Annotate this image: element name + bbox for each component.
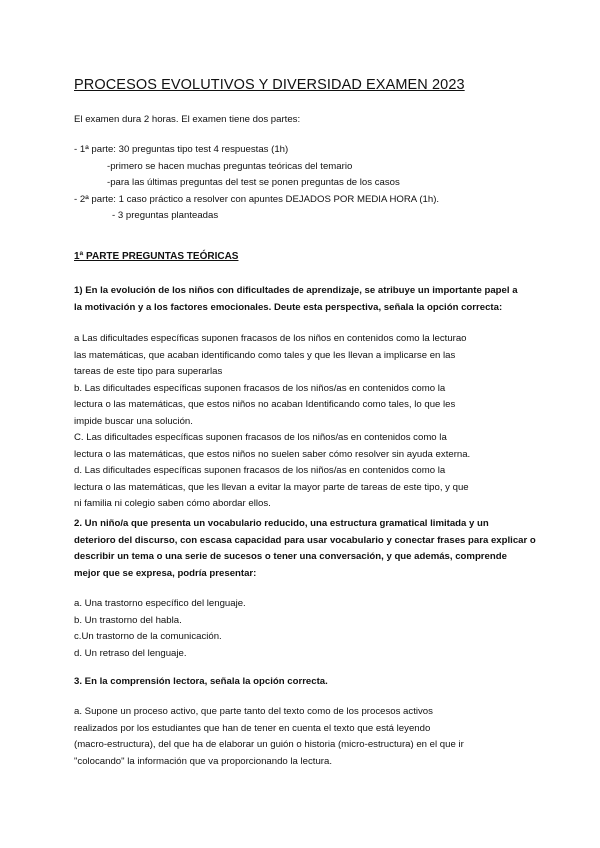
part2-line: - 2ª parte: 1 caso práctico a resolver con apuntes DEJADOS POR MEDIA HORA (1h).	[74, 193, 440, 205]
exam-intro: El examen dura 2 horas. El examen tiene dos partes:	[74, 114, 301, 125]
option-line: d. Un retraso del lenguaje.	[74, 647, 187, 659]
question-3-options	[74, 704, 464, 770]
option-line: lectura o las matemáticas, que estos niños no suelen saber cómo resolver sin ayuda externa.	[74, 448, 471, 460]
question-stem-line: la motivación y a los factores emocionales. Deute esta perspectiva, señala la opción correcta:	[74, 301, 503, 313]
option-line: d. Las dificultades específicas suponen fracasos de los niños/as en contenidos como la	[74, 465, 446, 476]
question-stem-line: 2. Un niño/a que presenta un vocabulario reducido, una estructura gramatical limitada y un	[74, 518, 489, 529]
option-line: a. Una trastorno específico del lenguaje.	[74, 598, 246, 609]
part1-subitem: -primero se hacen muchas preguntas teóricas del temario	[107, 160, 353, 172]
part2-subitem: - 3 preguntas planteadas	[112, 210, 219, 221]
option-line: a Las dificultades específicas suponen fracasos de los niños en contenidos como la lecturao	[74, 333, 467, 344]
option-line: ni familia ni colegio saben cómo abordar ellos.	[74, 498, 271, 509]
page-title: PROCESOS EVOLUTIVOS Y DIVERSIDAD EXAMEN 2023	[74, 77, 465, 93]
option-line: impide buscar una solución.	[74, 415, 193, 427]
part1-subitem: -para las últimas preguntas del test se ponen preguntas de los casos	[107, 177, 400, 188]
question-stem-line: deterioro del discurso, con escasa capacidad para usar vocabulario y conectar frases para explicar o	[74, 534, 536, 546]
question-1-options	[74, 331, 470, 513]
question-stem-line: 3. En la comprensión lectora, señala la opción correcta.	[74, 676, 328, 687]
question-stem-line: describir un tema o una serie de sucesos o tener una conversación, y que además, comprende	[74, 551, 507, 562]
section-heading: 1ª PARTE PREGUNTAS TEÓRICAS	[74, 251, 239, 262]
option-line: b. Las dificultades específicas suponen fracasos de los niños/as en contenidos como la	[74, 382, 446, 394]
option-line: C. Las dificultades específicas suponen fracasos de los niños/as en contenidos como la	[74, 432, 447, 443]
question-1-stem	[74, 283, 518, 316]
exam-structure	[74, 142, 439, 225]
part1-line: - 1ª parte: 30 preguntas tipo test 4 respuestas (1h)	[74, 144, 289, 155]
question-stem-line: mejor que se expresa, podría presentar:	[74, 567, 257, 579]
option-line: lectura o las matemáticas, que estos niños no acaban Identificando como tales, lo que les	[74, 399, 456, 410]
option-line: las matemáticas, que acaban identificando como tales y que les llevan a implicarse en las	[74, 349, 456, 361]
question-2-stem	[74, 516, 536, 582]
question-3-stem	[74, 674, 328, 691]
option-line: a. Supone un proceso activo, que parte tanto del texto como de los procesos activos	[74, 706, 433, 717]
option-line: lectura o las matemáticas, que les llevan a evitar la mayor parte de tareas de este tipo, y que	[74, 481, 469, 493]
option-line: tareas de este tipo para superarlas	[74, 366, 223, 377]
option-line: (macro-estructura), del que ha de elaborar un guión o historia (micro-estructura) en el que ir	[74, 739, 464, 750]
question-stem-line: 1) En la evolución de los niños con dificultades de aprendizaje, se atribuye un importante papel a	[74, 285, 518, 296]
option-line: realizados por los estudiantes que han de tener en cuenta el texto que está leyendo	[74, 722, 431, 734]
option-line: b. Un trastorno del habla.	[74, 614, 182, 626]
option-line: "colocando" la información que va proporcionando la lectura.	[74, 755, 333, 767]
question-2-options	[74, 596, 246, 662]
option-line: c.Un trastorno de la comunicación.	[74, 631, 222, 642]
